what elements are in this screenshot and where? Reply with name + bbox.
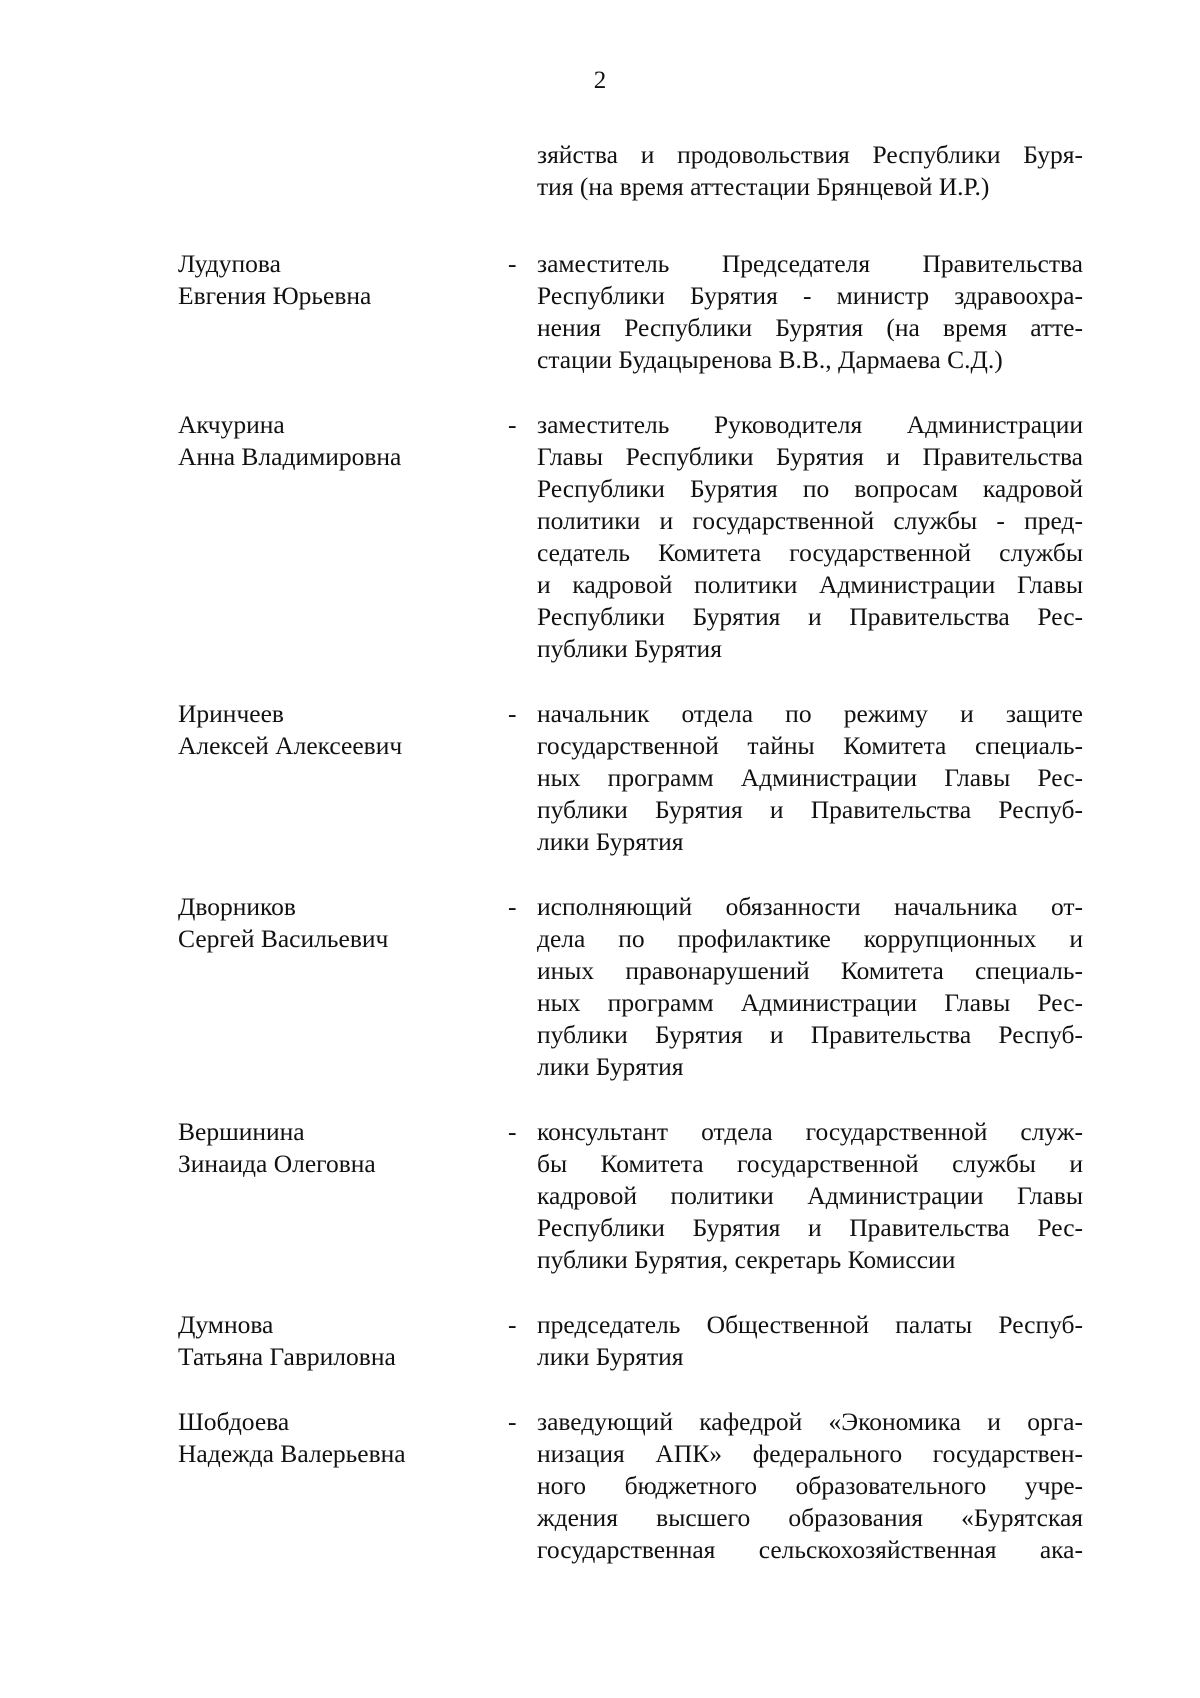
position-line: Главы Республики Бурятия и Правительства: [537, 442, 1083, 471]
dash-separator: -: [508, 249, 517, 278]
member-given-name: Евгения Юрьевна: [178, 281, 372, 310]
member-given-name: Сергей Васильевич: [178, 924, 389, 953]
position-line: заместитель Председателя Правительства: [537, 249, 1083, 278]
member-given-name: Татьяна Гавриловна: [178, 1342, 396, 1371]
position-line: седатель Комитета государственной службы: [537, 538, 1083, 567]
position-line: тия (на время аттестации Брянцевой И.Р.): [537, 172, 990, 201]
position-line: Республики Бурятия и Правительства Рес-: [537, 1213, 1083, 1242]
position-line: зяйства и продовольствия Республики Буря-: [537, 140, 1083, 169]
position-line: лики Бурятия: [537, 827, 684, 856]
member-surname: Думнова: [178, 1310, 274, 1339]
position-line: председатель Общественной палаты Респуб-: [537, 1310, 1083, 1339]
dash-separator: -: [508, 699, 517, 728]
position-line: и кадровой политики Администрации Главы: [537, 570, 1083, 599]
member-entry: [0, 891, 1200, 1083]
position-line: консультант отдела государственной служ-: [537, 1117, 1083, 1146]
member-entry: [0, 409, 1200, 665]
member-name: [178, 1406, 498, 1470]
position-line: исполняющий обязанности начальника от-: [537, 892, 1083, 921]
member-entry: [0, 698, 1200, 858]
member-given-name: Зинаида Олеговна: [178, 1149, 376, 1178]
member-given-name: Алексей Алексеевич: [178, 731, 403, 760]
position-line: Республики Бурятия и Правительства Рес-: [537, 602, 1083, 631]
member-name: [178, 891, 498, 955]
member-name: [178, 1116, 498, 1180]
dash-separator: -: [508, 1310, 517, 1339]
dash-separator: -: [508, 1117, 517, 1146]
member-position: [537, 139, 1083, 203]
member-surname: Дворников: [178, 892, 296, 921]
member-position: [537, 1116, 1083, 1276]
position-line: стации Будацыренова В.В., Дармаева С.Д.): [537, 345, 1003, 374]
position-line: заместитель Руководителя Администрации: [537, 410, 1083, 439]
dash-separator: -: [508, 410, 517, 439]
position-line: низация АПК» федерального государствен-: [537, 1439, 1083, 1468]
member-name: [178, 409, 498, 473]
position-line: лики Бурятия: [537, 1052, 684, 1081]
member-surname: Вершинина: [178, 1117, 305, 1146]
member-entry: [0, 1309, 1200, 1373]
position-line: публики Бурятия и Правительства Респуб-: [537, 795, 1083, 824]
member-position: [537, 698, 1083, 858]
continued-entry: [0, 139, 1200, 203]
position-line: кадровой политики Администрации Главы: [537, 1181, 1083, 1210]
position-line: публики Бурятия и Правительства Респуб-: [537, 1020, 1083, 1049]
member-entry: [0, 1406, 1200, 1566]
dash-separator: -: [508, 1407, 517, 1436]
position-line: бы Комитета государственной службы и: [537, 1149, 1083, 1178]
member-position: [537, 1309, 1083, 1373]
position-line: публики Бурятия, секретарь Комиссии: [537, 1245, 956, 1274]
member-entry: [0, 248, 1200, 376]
position-line: иных правонарушений Комитета специаль-: [537, 956, 1083, 985]
position-line: ждения высшего образования «Бурятская: [537, 1503, 1083, 1532]
member-position: [537, 1406, 1083, 1566]
position-line: начальник отдела по режиму и защите: [537, 699, 1083, 728]
member-position: [537, 248, 1083, 376]
member-given-name: Анна Владимировна: [178, 442, 402, 471]
member-surname: Иринчеев: [178, 699, 284, 728]
member-position: [537, 891, 1083, 1083]
commission-member-list: [0, 139, 1200, 1599]
member-name: [178, 698, 498, 762]
page-number: 2: [593, 67, 607, 94]
position-line: государственной тайны Комитета специаль-: [537, 731, 1083, 760]
position-line: публики Бурятия: [537, 634, 722, 663]
position-line: политики и государственной службы - пред-: [537, 506, 1083, 535]
position-line: дела по профилактике коррупционных и: [537, 924, 1083, 953]
member-surname: Акчурина: [178, 410, 285, 439]
position-line: лики Бурятия: [537, 1342, 684, 1371]
position-line: ных программ Администрации Главы Рес-: [537, 763, 1083, 792]
position-line: государственная сельскохозяйственная ака-: [537, 1535, 1083, 1564]
position-line: Республики Бурятия по вопросам кадровой: [537, 474, 1083, 503]
member-position: [537, 409, 1083, 665]
member-entry: [0, 1116, 1200, 1276]
position-line: ных программ Администрации Главы Рес-: [537, 988, 1083, 1017]
position-line: ного бюджетного образовательного учре-: [537, 1471, 1083, 1500]
member-surname: Шобдоева: [178, 1407, 290, 1436]
member-name: [178, 1309, 498, 1373]
member-surname: Лудупова: [178, 249, 281, 278]
member-name: [178, 248, 498, 312]
member-given-name: Надежда Валерьевна: [178, 1439, 406, 1468]
position-line: Республики Бурятия - министр здравоохра-: [537, 281, 1083, 310]
position-line: нения Республики Бурятия (на время атте-: [537, 313, 1083, 342]
dash-separator: -: [508, 892, 517, 921]
position-line: заведующий кафедрой «Экономика и орга-: [537, 1407, 1083, 1436]
